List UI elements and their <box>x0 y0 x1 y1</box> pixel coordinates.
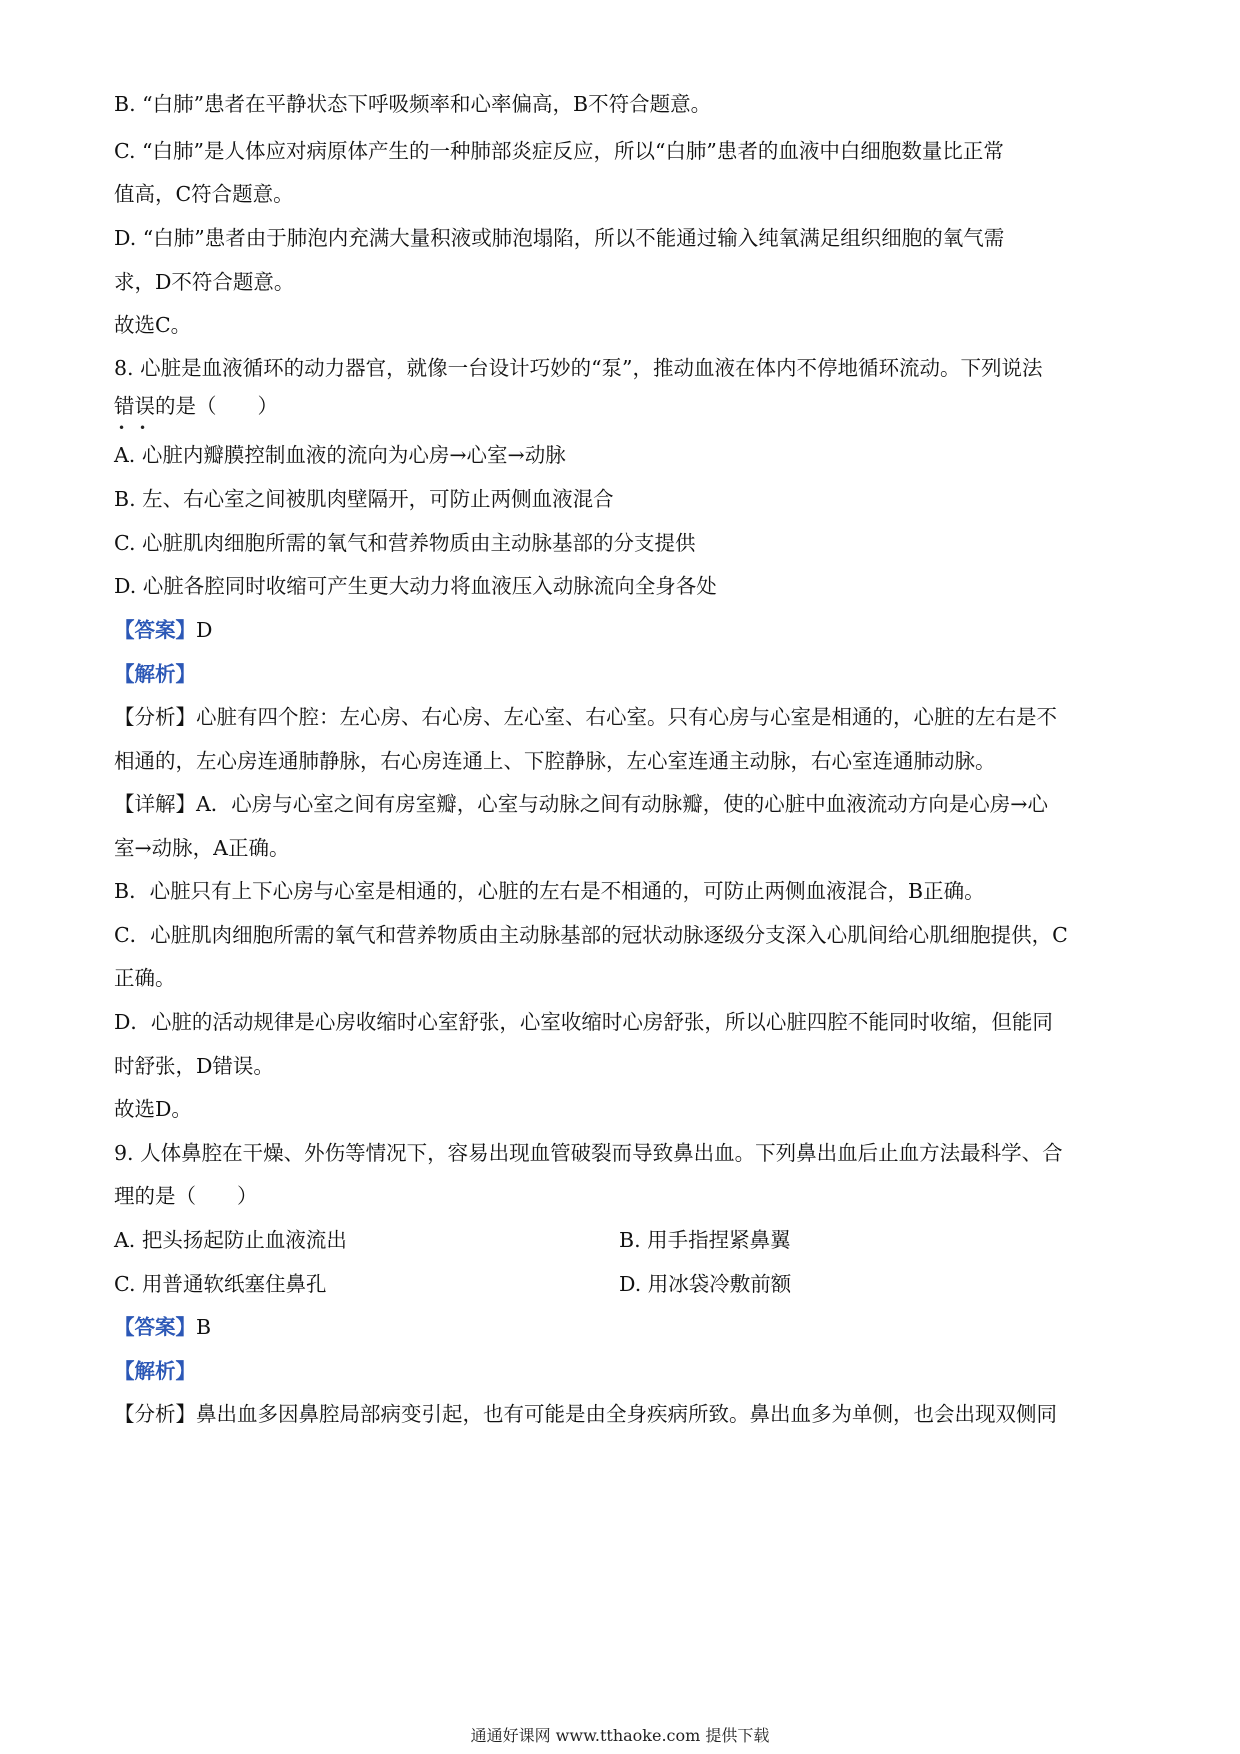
q8-answer <box>114 615 1134 645</box>
analysis-label: 【解析】 <box>114 1359 196 1383</box>
q8-xiangjie-line3: B．心脏只有上下心房与心室是相通的，心脏的左右是不相通的，可防止两侧血液混合，B正确。 <box>114 879 985 903</box>
fenxi-label: 【分析】 <box>114 1402 196 1426</box>
q8-fenxi-line1: 【分析】心脏有四个腔：左心房、右心房、左心室、右心室。只有心房与心室是相通的，心脏的左右是不 <box>114 705 1057 729</box>
q9-options-row2 <box>114 1269 1134 1299</box>
analysis-label: 【解析】 <box>114 662 196 686</box>
q9-option-c: C. 用普通软纸塞住鼻孔 <box>114 1272 327 1296</box>
q7-option-d-explanation-line2: 求，D不符合题意。 <box>114 270 295 294</box>
xiangjie-label: 【详解】 <box>114 792 196 816</box>
q8-xiangjie-line6: D．心脏的活动规律是心房收缩时心室舒张，心室收缩时心房舒张，所以心脏四腔不能同时收缩，但能同 <box>114 1010 1053 1034</box>
q7-conclusion: 故选C。 <box>114 313 192 337</box>
q8-stem-line1: 8. 心脏是血液循环的动力器官，就像一台设计巧妙的“泵”，推动血液在体内不停地循环流动。下列说法 <box>114 356 1043 380</box>
emphasis-dot: • <box>139 421 147 435</box>
q8-xiangjie-line1: 【详解】A．心房与心室之间有房室瓣，心室与动脉之间有动脉瓣，使的心脏中血液流动方向是心房→心 <box>114 792 1048 816</box>
answer-label: 【答案】 <box>114 618 196 642</box>
answer-value: B <box>196 1315 212 1339</box>
emphasis-dot: • <box>118 421 126 435</box>
q9-stem-line2: 理的是（ ） <box>114 1184 258 1208</box>
q8-xiangjie-line2: 室→动脉，A正确。 <box>114 836 290 860</box>
q7-option-b-explanation: B. “白肺”患者在平静状态下呼吸频率和心率偏高，B不符合题意。 <box>114 92 712 116</box>
q8-fenxi-line2: 相通的，左心房连通肺静脉，右心房连通上、下腔静脉，左心室连通主动脉，右心室连通肺动脉。 <box>114 749 996 773</box>
q9-stem-line1: 9. 人体鼻腔在干燥、外伤等情况下，容易出现血管破裂而导致鼻出血。下列鼻出血后止血方法最科学、合 <box>114 1141 1063 1165</box>
q8-option-c: C. 心脏肌肉细胞所需的氧气和营养物质由主动脉基部的分支提供 <box>114 531 696 555</box>
q7-option-d-explanation-line1: D. “白肺”患者由于肺泡内充满大量积液或肺泡塌陷，所以不能通过输入纯氧满足组织细胞的氧气需 <box>114 226 1005 250</box>
q9-option-b: B. 用手指捏紧鼻翼 <box>619 1228 791 1252</box>
answer-value: D <box>196 618 213 642</box>
q7-option-c-explanation-line2: 值高，C符合题意。 <box>114 182 294 206</box>
q8-stem-line2: 错误 • • 的是（ ） <box>114 394 278 435</box>
q9-options-row1 <box>114 1225 1134 1255</box>
q9-option-d: D. 用冰袋冷敷前额 <box>619 1272 792 1296</box>
q8-xiangjie-line5: 正确。 <box>114 966 176 990</box>
q9-fenxi-line1: 【分析】鼻出血多因鼻腔局部病变引起，也有可能是由全身疾病所致。鼻出血多为单侧，也会出现双侧同 <box>114 1402 1057 1426</box>
q9-analysis-heading <box>114 1356 1134 1386</box>
q8-emphasis-word: 错误 • • <box>114 394 155 435</box>
q9-option-a: A. 把头扬起防止血液流出 <box>114 1228 347 1252</box>
q7-option-c-explanation-line1: C. “白肺”是人体应对病原体产生的一种肺部炎症反应，所以“白肺”患者的血液中白细胞数量比正常 <box>114 139 1004 163</box>
answer-label: 【答案】 <box>114 1315 196 1339</box>
q8-option-d: D. 心脏各腔同时收缩可产生更大动力将血液压入动脉流向全身各处 <box>114 574 717 598</box>
q9-answer <box>114 1312 1134 1342</box>
page-footer: 通通好课网 www.tthaoke.com 提供下载 <box>470 1726 770 1745</box>
q8-xiangjie-line4: C．心脏肌肉细胞所需的氧气和营养物质由主动脉基部的冠状动脉逐级分支深入心肌间给心肌细胞提供，C <box>114 923 1068 947</box>
q8-conclusion: 故选D。 <box>114 1097 192 1121</box>
q8-option-a: A. 心脏内瓣膜控制血液的流向为心房→心室→动脉 <box>114 443 566 467</box>
q8-xiangjie-line7: 时舒张，D错误。 <box>114 1054 274 1078</box>
q8-analysis-heading <box>114 659 1134 689</box>
fenxi-label: 【分析】 <box>114 705 196 729</box>
q8-option-b: B. 左、右心室之间被肌肉壁隔开，可防止两侧血液混合 <box>114 487 614 511</box>
